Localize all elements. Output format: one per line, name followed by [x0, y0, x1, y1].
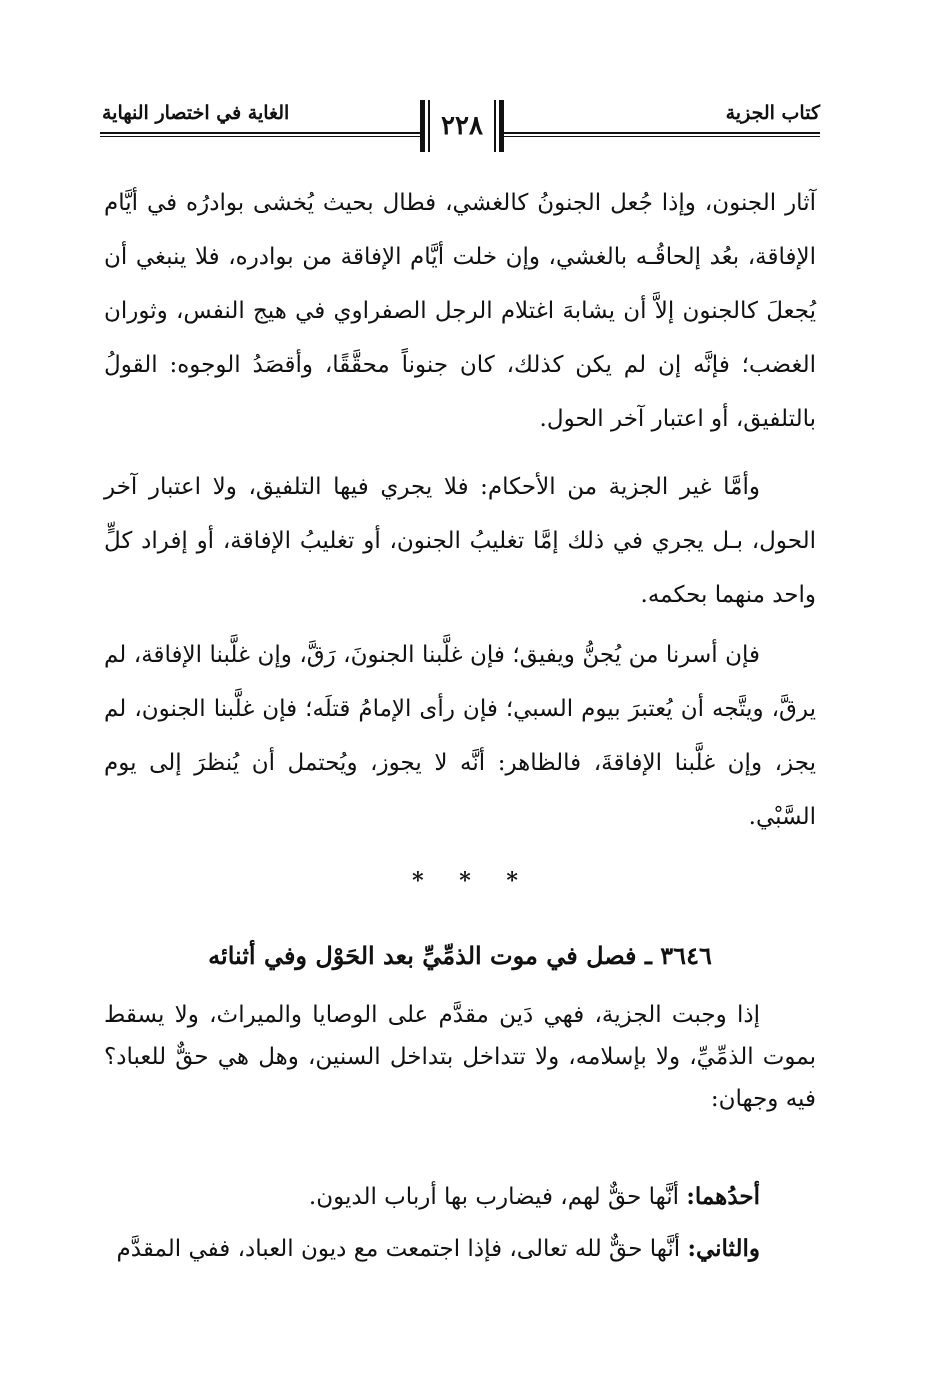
paragraph-2: [104, 460, 816, 622]
page-number-box: [420, 98, 504, 154]
paragraph-3-text: فإن أسرنا من يُجنُّ ويفيق؛ فإن غلَّبنا الجنونَ، رَقَّ، وإن غلَّبنا الإفاقة، لم يرقَّ، ويتَّجه أن يُعتبرَ بيوم السبي؛ فإن رأى الإمامُ قتلَه؛ فإن غلَّبنا الجنون، لم يجز، وإن غلَّبنا الإفاقةَ، فالظاهر: أنَّه لا يجوز، ويُحتمل أن يُنظرَ إلى يوم السَّبْي.: [104, 642, 816, 830]
page-number: ٢٢٨: [441, 111, 483, 141]
page-box-border-left-inner: [428, 100, 430, 152]
paragraph-5-text: [104, 1170, 816, 1224]
chapter-title: كتاب الجزية: [725, 102, 820, 124]
page-box-border-right-inner: [494, 100, 496, 152]
paragraph-3: [104, 628, 816, 844]
paragraph-4: [104, 994, 816, 1120]
paragraph-6-lead: والثاني:: [687, 1235, 760, 1262]
paragraph-5-rest: أنَّها حقٌّ لهم، فيضارب بها أرباب الديون.: [308, 1184, 687, 1210]
paragraph-5: [104, 1170, 816, 1224]
running-header: [100, 98, 820, 158]
paragraph-2-text: وأمَّا غير الجزية من الأحكام: فلا يجري فيها التلفيق، ولا اعتبار آخر الحول، بـل يجري في ذلك إمَّا تغليبُ الجنون، أو تغليبُ الإفاقة، أو إفراد كلٍّ واحد منهما بحكمه.: [104, 474, 816, 608]
paragraph-5-lead: أحدُهما:: [686, 1183, 760, 1210]
section-separator-stars: * * *: [412, 868, 532, 894]
paragraph-1-text: آثار الجنون، وإذا جُعل الجنونُ كالغشي، فطال بحيث يُخشى بوادرُه في أيَّام الإفاقة، بعُد إلحاقُـه بالغشي، وإن خلت أيَّام الإفاقة من بوادره، فلا ينبغي أن يُجعلَ كالجنون إلاَّ أن يشابهَ اغتلام الرجل الصفراوي في هيج النفس، وثوران الغضب؛ فإنَّه إن لم يكن كذلك، كان جنوناً محقَّقًا، وأقصَدُ الوجوه: القولُ بالتلفيق، أو اعتبار آخر الحول.: [104, 190, 816, 432]
paragraph-6: [104, 1222, 816, 1276]
book-title: الغاية في اختصار النهاية: [102, 102, 290, 124]
page-box-border-left: [420, 100, 425, 152]
paragraph-4-text: إذا وجبت الجزية، فهي دَين مقدَّم على الوصايا والميراث، ولا يسقط بموت الذمِّيِّ، ولا بإسلامه، ولا تتداخل بتداخل السنين، وهل هي حقٌّ للعباد؟ فيه وجهان:: [104, 1002, 816, 1112]
section-heading: ٣٦٤٦ ـ فصل في موت الذمِّيِّ بعد الحَوْل وفي أثنائه: [208, 941, 712, 970]
paragraph-6-rest: أنَّها حقٌّ لله تعالى، فإذا اجتمعت مع ديون العباد، ففي المقدَّم: [116, 1236, 688, 1262]
page-box-border-right: [499, 100, 504, 152]
paragraph-1: [104, 176, 816, 446]
paragraph-6-text: [104, 1222, 816, 1276]
